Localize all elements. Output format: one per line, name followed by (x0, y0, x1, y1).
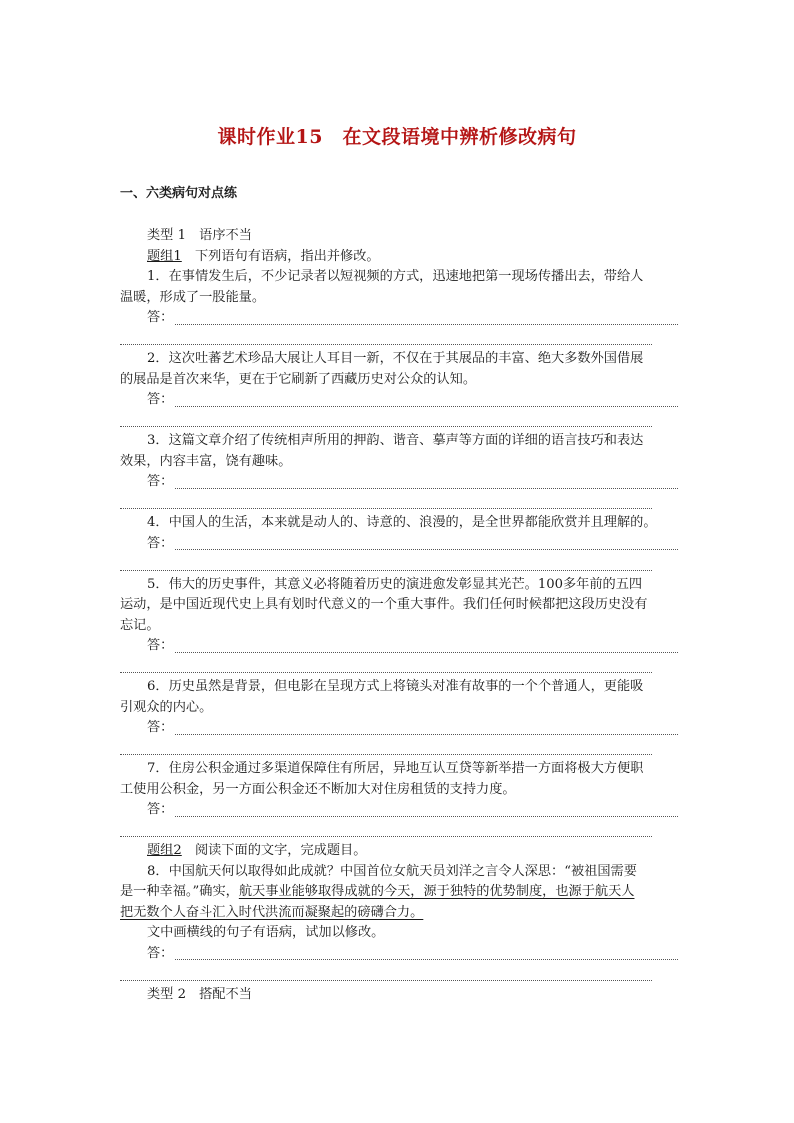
answer-label: 答： (147, 802, 174, 817)
section-heading: 一、六类病句对点练 (120, 186, 238, 201)
question-5-line: 忘记。 (120, 617, 160, 633)
question-3-line: 3．这篇文章介绍了传统相声所用的押韵、谐音、摹声等方面的详细的语言技巧和表达 (147, 433, 644, 448)
answer-label: 答： (147, 535, 174, 551)
answer-field-4[interactable] (120, 534, 678, 555)
question-2-line: 2．这次吐蕃艺术珍品大展让人耳目一新，不仅在于其展品的丰富、绝大多数外国借展 (147, 351, 644, 366)
answer-field-1[interactable] (120, 308, 678, 329)
question-6-line: 6．历史虽然是背景，但电影在呈现方式上将镜头对准有故事的一个个普通人，更能吸 (147, 679, 644, 694)
group-instruction: 题组2 阅读下面的文字，完成题目。 (147, 843, 367, 858)
type-heading: 类型 2 搭配不当 (147, 986, 252, 1002)
answer-field-6[interactable] (120, 718, 678, 739)
group-tag: 题组1 (147, 248, 182, 264)
answer-label: 答： (147, 638, 174, 653)
answer-line-3b[interactable] (120, 493, 678, 514)
answer-line-6b[interactable] (120, 739, 678, 760)
answer-label: 答： (147, 945, 174, 961)
question-5-line: 运动，是中国近现代史上具有划时代意义的一个重大事件。我们任何时候都把这段历史没有 (120, 597, 648, 612)
question-8-line (120, 903, 678, 924)
question-5-line: 5．伟大的历史事件，其意义必将随着历史的演进愈发彰显其光芒。100多年前的五四 (147, 576, 643, 592)
page-title: 课时作业15 在文段语境中辨析修改病句 (217, 126, 577, 148)
type-heading: 类型 1 语序不当 (147, 228, 252, 243)
question-1-line: 温暖，形成了一股能量。 (120, 289, 266, 305)
answer-field-3[interactable] (120, 472, 678, 493)
answer-line-2b[interactable] (120, 411, 678, 432)
answer-field-5[interactable] (120, 636, 678, 657)
answer-label: 答： (147, 392, 174, 407)
answer-label: 答： (147, 474, 174, 489)
question-7-line: 7．住房公积金通过多渠道保障住有所居，异地互认互贷等新举措一方面将极大方便职 (147, 761, 644, 776)
answer-line-1b[interactable] (120, 329, 678, 350)
question-4-line: 4．中国人的生活，本来就是动人的、诗意的、浪漫的，是全世界都能欣赏并且理解的。 (147, 515, 657, 530)
question-2-line: 的展品是首次来华，更在于它刷新了西藏历史对公众的认知。 (120, 371, 477, 387)
answer-label: 答： (147, 310, 174, 325)
question-8-prompt: 文中画横线的句子有语病，试加以修改。 (147, 925, 385, 940)
group-tag: 题组2 (147, 843, 182, 858)
question-7-line: 工使用公积金，另一方面公积金还不断加大对住房租赁的支持力度。 (120, 781, 516, 797)
question-3-line: 效果，内容丰富，饶有趣味。 (120, 453, 292, 469)
answer-field-7[interactable] (120, 800, 678, 821)
answer-field-8[interactable] (120, 944, 678, 965)
answer-label: 答： (147, 720, 174, 735)
question-1-line: 1．在事情发生后，不少记录者以短视频的方式，迅速地把第一现场传播出去，带给人 (147, 269, 644, 284)
answer-line-5b[interactable] (120, 657, 678, 678)
underlined-sentence: 航天事业能够取得成就的今天，源于独特的优势制度，也源于航天人 (238, 884, 635, 899)
answer-line-4b[interactable] (120, 554, 678, 575)
group-instruction: 题组1 下列语句有语病，指出并修改。 (147, 248, 380, 264)
answer-line-8b[interactable] (120, 964, 678, 985)
answer-field-2[interactable] (120, 390, 678, 411)
question-8-line: 8．中国航天何以取得如此成就？中国首位女航天员刘洋之言令人深思：“被祖国需要 (147, 863, 637, 879)
question-8-line: 是一种幸福。”确实，航天事业能够取得成就的今天，源于独特的优势制度，也源于航天人 (120, 884, 635, 899)
underlined-sentence: 把无数个人奋斗汇入时代洪流而凝聚起的磅礴合力。 (120, 904, 424, 920)
exercise-content (120, 226, 678, 1005)
answer-line-7b[interactable] (120, 821, 678, 842)
question-6-line: 引观众的内心。 (120, 699, 213, 715)
